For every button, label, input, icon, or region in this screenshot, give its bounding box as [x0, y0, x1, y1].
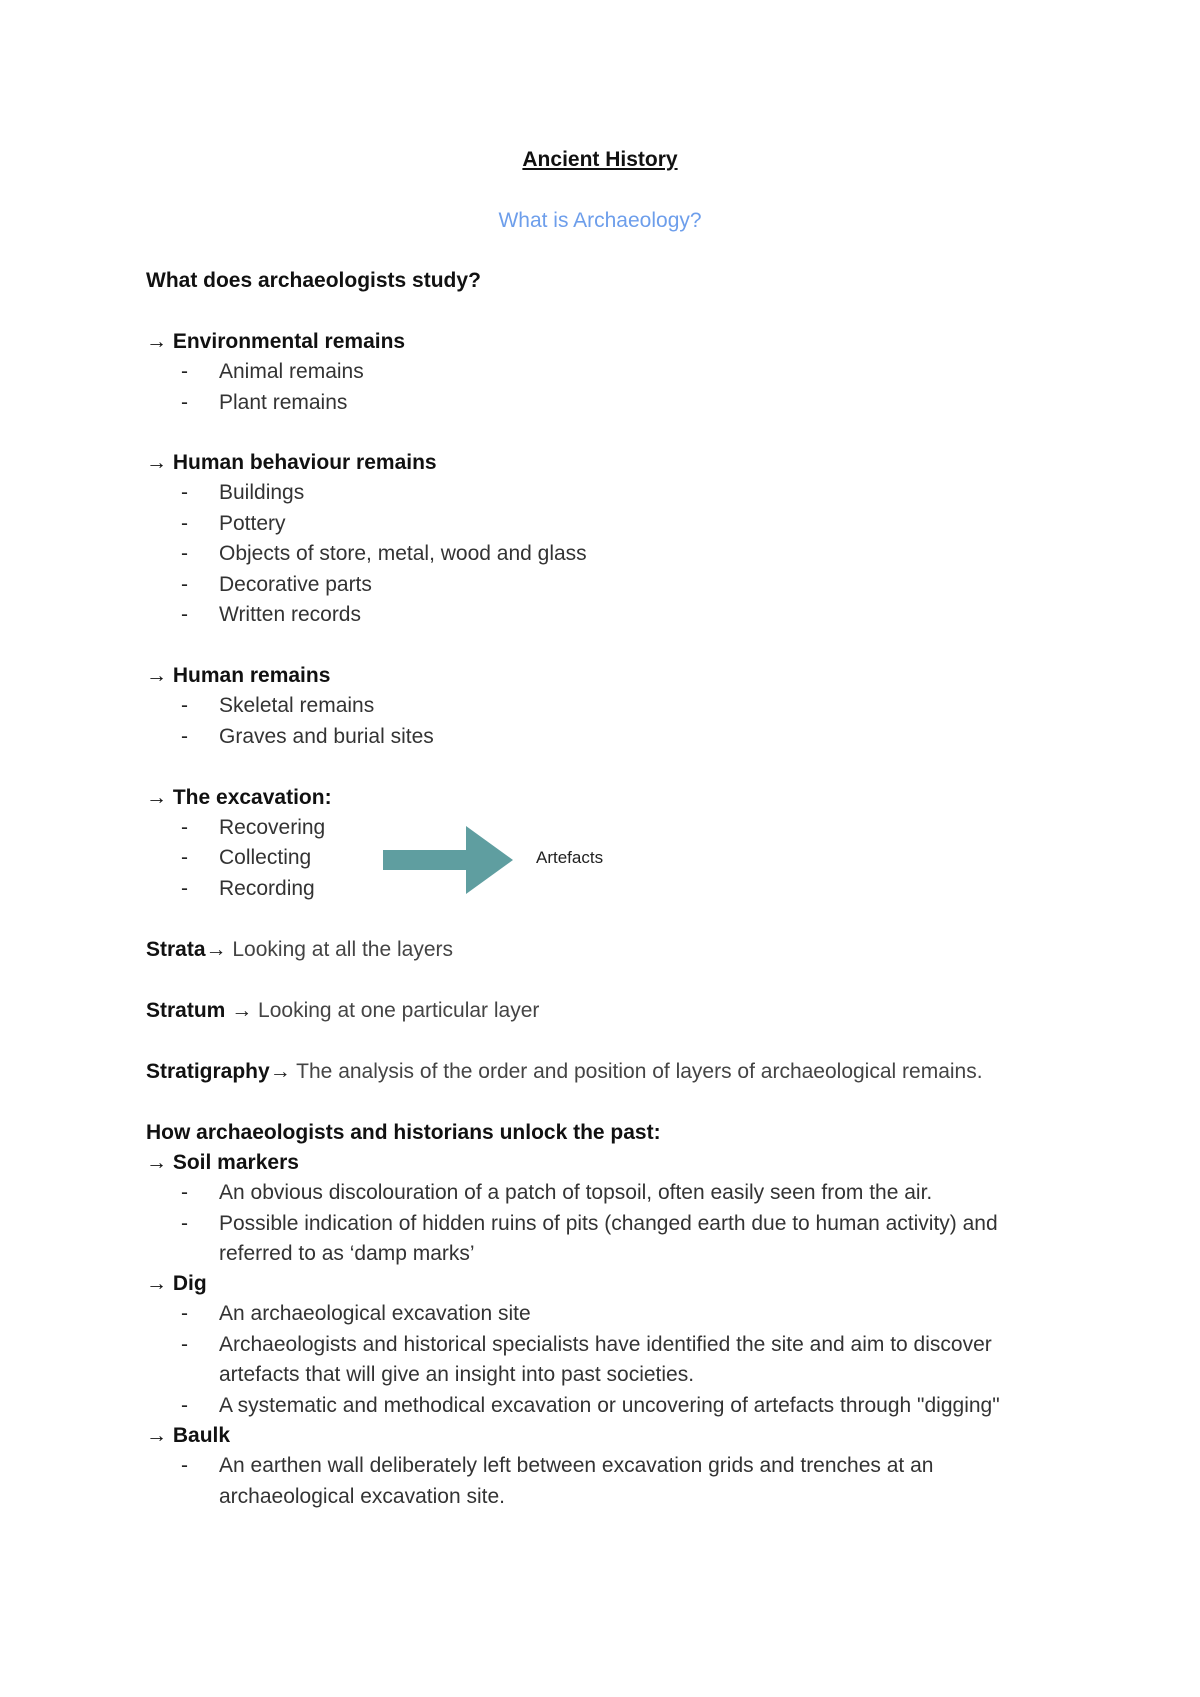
section-heading-environmental: [146, 327, 405, 357]
list-item: Skeletal remains: [219, 694, 375, 717]
bullet-dash: -: [181, 1333, 188, 1356]
list-item: An obvious discolouration of a patch of topsoil, often easily seen from the air.: [219, 1181, 933, 1204]
section-heading-human-behaviour: [146, 448, 437, 478]
page-title: Ancient History: [522, 148, 678, 171]
definition-stratum: [146, 996, 539, 1026]
arrow-glyph: →: [146, 1151, 167, 1174]
bullet-dash: -: [181, 481, 188, 504]
block-arrow-icon: [383, 826, 517, 894]
subheading-soil-markers: [146, 1148, 299, 1178]
right-arrow-diagram: [383, 826, 517, 894]
list-item: Graves and burial sites: [219, 725, 434, 748]
bullet-dash: -: [181, 1302, 188, 1325]
bullet-dash: -: [181, 1394, 188, 1417]
definition-term: Stratigraphy: [146, 1060, 270, 1083]
arrow-glyph: →: [269, 1060, 291, 1083]
bullet-dash: -: [181, 725, 188, 748]
arrow-glyph: →: [146, 330, 167, 353]
bullet-dash: -: [181, 360, 188, 383]
subheading-text: Dig: [172, 1272, 207, 1295]
bullet-dash: -: [181, 1212, 188, 1235]
subheading-text: Baulk: [172, 1424, 231, 1447]
subheading-baulk: [146, 1421, 230, 1451]
arrow-glyph: →: [146, 451, 167, 474]
list-item: Written records: [219, 603, 361, 626]
definition-stratigraphy: [146, 1057, 983, 1087]
section-heading-text: Environmental remains: [172, 330, 406, 353]
list-item: Plant remains: [219, 391, 348, 414]
bullet-dash: -: [181, 391, 188, 414]
list-item: Archaeologists and historical specialists have identified the site and aim to discover: [219, 1333, 992, 1356]
section-heading-human: [146, 661, 330, 691]
arrow-glyph: →: [205, 938, 227, 961]
section-heading-text: Human remains: [172, 664, 331, 687]
list-item: Recording: [219, 877, 315, 900]
subheading-dig: [146, 1269, 207, 1299]
page-subtitle: What is Archaeology?: [498, 209, 702, 232]
definition-text: Looking at all the layers: [232, 938, 454, 961]
bullet-dash: -: [181, 1454, 188, 1477]
artefacts-label: Artefacts: [536, 848, 604, 867]
bullet-dash: -: [181, 846, 188, 869]
list-item: Animal remains: [219, 360, 364, 383]
section-heading-text: The excavation:: [172, 786, 332, 809]
list-item: Collecting: [219, 846, 312, 869]
subheading-text: Soil markers: [172, 1151, 299, 1174]
list-item: A systematic and methodical excavation or uncovering of artefacts through "digging": [219, 1394, 1000, 1417]
bullet-dash: -: [181, 877, 188, 900]
list-item: An archaeological excavation site: [219, 1302, 531, 1325]
list-item: Pottery: [219, 512, 286, 535]
definition-text: The analysis of the order and position of layers of archaeological remains.: [296, 1060, 983, 1083]
arrow-glyph: →: [146, 1272, 167, 1295]
section-heading-text: Human behaviour remains: [172, 451, 437, 474]
list-item: Buildings: [219, 481, 305, 504]
study-question: What does archaeologists study?: [146, 269, 481, 292]
arrow-glyph: →: [231, 999, 253, 1022]
unlock-heading: How archaeologists and historians unlock the past:: [146, 1121, 661, 1144]
definition-term: Strata: [146, 938, 206, 961]
bullet-dash: -: [181, 512, 188, 535]
list-item: Possible indication of hidden ruins of pits (changed earth due to human activity) and: [219, 1212, 998, 1235]
bullet-dash: -: [181, 603, 188, 626]
section-heading-excavation: [146, 783, 332, 813]
definition-text: Looking at one particular layer: [258, 999, 540, 1022]
list-item: Decorative parts: [219, 573, 372, 596]
definition-strata: [146, 935, 453, 965]
list-item: Recovering: [219, 816, 326, 839]
arrow-glyph: →: [146, 786, 167, 809]
definition-term: Stratum: [146, 999, 226, 1022]
arrow-shape: [383, 826, 513, 894]
list-item-continuation: artefacts that will give an insight into past societies.: [219, 1363, 695, 1386]
bullet-dash: -: [181, 1181, 188, 1204]
bullet-dash: -: [181, 542, 188, 565]
list-item-continuation: archaeological excavation site.: [219, 1485, 506, 1508]
arrow-glyph: →: [146, 664, 167, 687]
list-item: An earthen wall deliberately left between excavation grids and trenches at an: [219, 1454, 934, 1477]
bullet-dash: -: [181, 573, 188, 596]
bullet-dash: -: [181, 694, 188, 717]
bullet-dash: -: [181, 816, 188, 839]
list-item-continuation: referred to as ‘damp marks’: [219, 1242, 475, 1265]
arrow-glyph: →: [146, 1424, 167, 1447]
list-item: Objects of store, metal, wood and glass: [219, 542, 587, 565]
